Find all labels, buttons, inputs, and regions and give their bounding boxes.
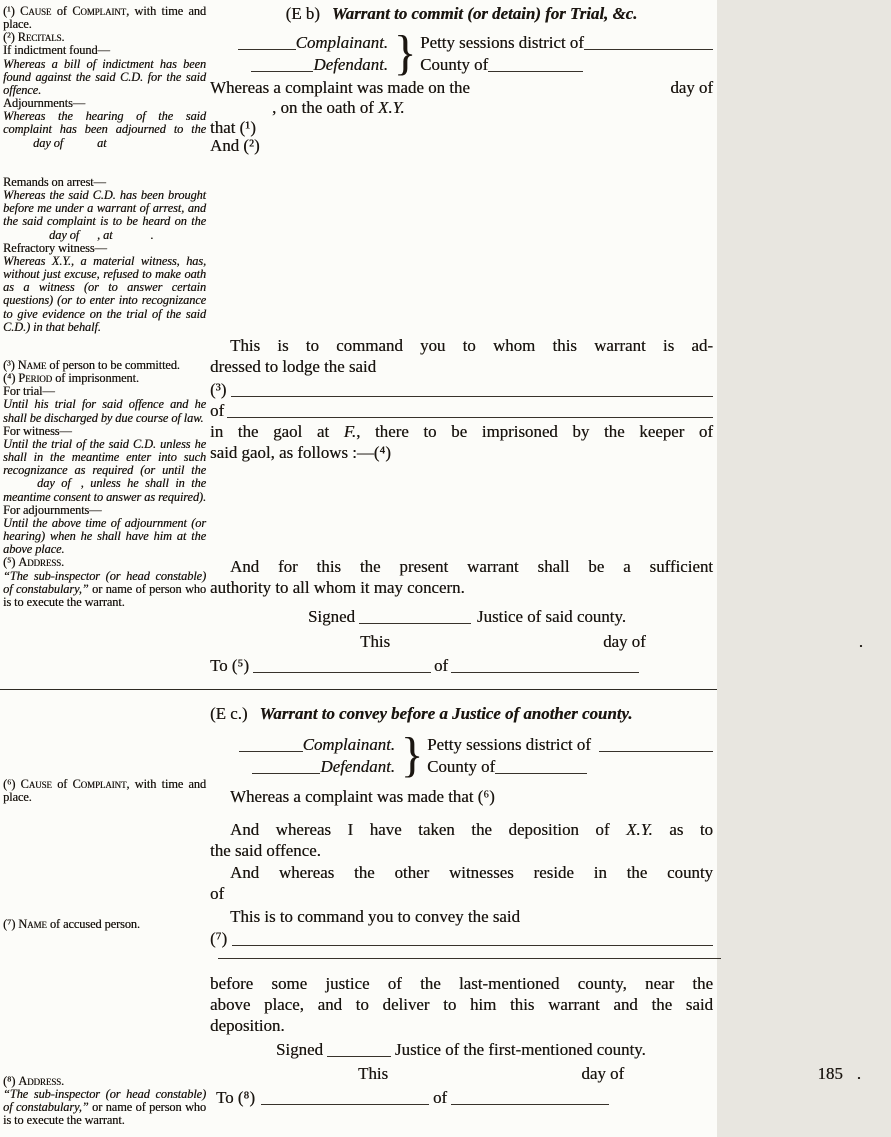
margin-head-indictment: If indictment found— (3, 43, 110, 58)
form-eb-of-field (210, 400, 713, 421)
note-text: of imprisonment. (52, 371, 139, 386)
form-ec-command-line: This is to command you to convey the said (230, 907, 520, 926)
margin-note-1 (3, 5, 206, 31)
addressee-blank (261, 1102, 429, 1105)
form-eb-oath-line (210, 97, 775, 118)
command-line-2: dressed to lodge the said (210, 357, 377, 376)
gaol-text: , there to be imprisoned by the keeper of (356, 422, 713, 441)
form-ec-name-field (210, 928, 713, 949)
petty-sessions-label: Petty sessions district of (420, 33, 584, 52)
margin-block-remands (3, 176, 206, 334)
name-blank (232, 943, 713, 946)
note-text: day of (49, 227, 80, 242)
petty-sessions-line (427, 733, 713, 755)
addressee-place-blank (451, 1102, 609, 1105)
to-label: To (⁸) (216, 1088, 255, 1107)
note-smallcaps: Cause (20, 777, 52, 791)
justice-label: Justice of said county. (476, 607, 626, 626)
form-ec-before-paragraph (210, 973, 713, 1036)
to-of-label: of (432, 1088, 448, 1107)
note-number: (³) (3, 358, 18, 372)
form-ec-signed-line (210, 1039, 779, 1060)
complainant-line (210, 31, 388, 53)
form-eb-to-line (210, 655, 713, 676)
form-eb-signed-line (210, 606, 811, 627)
before-line-3: deposition. (210, 1016, 285, 1035)
complainant-name-blank (238, 47, 296, 50)
sufficient-line-1: And for this the present warrant shall be a sufficient (230, 557, 713, 576)
form-eb-gaol-paragraph (210, 421, 713, 463)
note-text: Until the trial of the said C.D. unless he shall in the meantime enter into such recognizance as required (or until the (3, 436, 206, 478)
form-ec-heading (210, 703, 713, 724)
justice-label: Justice of the first-mentioned county. (394, 1040, 646, 1059)
note-text-italic: “The sub-inspector (or head constable) of constabulary,” (3, 1087, 206, 1115)
note-text: Whereas the hearing of the said complaint has been adjourned to the (3, 109, 206, 137)
form-ec-deposition-paragraph (210, 819, 713, 861)
addressee-place-blank (451, 670, 639, 673)
margin-head-remands: Remands on arrest— (3, 175, 106, 189)
gaol-f: F. (343, 422, 357, 441)
form-ec-party-block (210, 727, 713, 782)
period-mark: . (858, 632, 864, 651)
note-text: or name of person who is to execute the warrant. (3, 1100, 206, 1128)
county-line-1: And whereas the other witnesses reside in the county (230, 863, 713, 882)
deposition-text: as to (652, 820, 713, 839)
margin-note-6 (3, 778, 206, 804)
signed-label: Signed (308, 607, 355, 626)
margin-text-remands (3, 189, 206, 242)
command-line-1: This is to command you to whom this warrant is ad- (230, 336, 713, 355)
petty-sessions-label: Petty sessions district of (427, 735, 591, 754)
oath-xy: X.Y. (378, 98, 405, 117)
day-of-text: day of (670, 78, 713, 97)
defendant-label: Defendant. (313, 55, 388, 74)
margin-note-7 (3, 918, 206, 931)
note-smallcaps: Complaint (72, 4, 127, 18)
ref-7-marker: (⁷) (210, 929, 228, 948)
gaol-text: in the gaol at (210, 422, 344, 441)
note-text: . (61, 1074, 65, 1088)
note-text: of person to be committed. (46, 358, 180, 372)
day-of-label: day of (581, 1064, 625, 1083)
form-eb-whereas-line (210, 77, 729, 98)
form-ec-whereas-line: Whereas a complaint was made that (⁶) (230, 787, 495, 806)
note-smallcaps: Recitals (17, 30, 62, 45)
period-mark: . (856, 1064, 862, 1083)
margin-text-for-witness (3, 438, 206, 504)
defendant-name-blank (252, 771, 320, 774)
note-smallcaps: Name (18, 917, 47, 931)
before-line-2: above place, and to deliver to him this warrant and the said (210, 995, 713, 1014)
note-text: , unless he shall in the meantime consent to answer as required). (3, 476, 207, 504)
note-smallcaps: Period (18, 371, 53, 386)
form-eb-heading (210, 3, 713, 24)
note-smallcaps: Complaint (72, 777, 127, 791)
to-label: To (⁵) (210, 656, 249, 675)
note-text: of accused person. (46, 917, 140, 931)
note-number: (⁸) (3, 1074, 19, 1088)
to-of-label: of (433, 656, 449, 675)
deposition-text: And whereas I have taken the deposition of (230, 820, 627, 839)
note-text: day of (37, 476, 71, 491)
party-names (210, 31, 388, 75)
petty-sessions-blank (584, 47, 713, 50)
form-eb-name-field (210, 379, 713, 400)
sufficient-line-2: authority to all whom it may concern. (210, 578, 465, 597)
district-fields (427, 733, 713, 777)
form-ec-extra-blank-line (210, 956, 721, 962)
form-ec-label: (E c.) (210, 704, 248, 723)
note-smallcaps: Cause (20, 4, 52, 18)
note-text: or name of person who is to execute the warrant. (3, 581, 206, 609)
complainant-label: Complainant. (295, 33, 388, 52)
note-number: (⁴) (3, 371, 19, 386)
form-ec-date-line (210, 1063, 891, 1084)
county-label: County of (420, 55, 489, 74)
defendant-label: Defendant. (320, 757, 395, 776)
margin-head-for-witness: For witness— (3, 423, 72, 438)
gaol-line-1 (210, 421, 713, 442)
day-of-label: day of (603, 632, 646, 651)
party-names (210, 733, 395, 777)
addressee-blank (253, 670, 431, 673)
note-text: , with time and place. (3, 777, 206, 805)
form-eb-and-line: And (²) (210, 136, 260, 155)
note-text: day of (33, 135, 64, 150)
form-eb-title: Warrant to commit (or detain) for Trial, &c. (331, 4, 638, 23)
margin-text-adjournments (3, 110, 206, 149)
note-number: (²) (3, 30, 18, 45)
form-ec-county-paragraph (210, 862, 713, 904)
this-label: This (360, 632, 391, 651)
margin-head-adjournments: Adjournments— (3, 96, 85, 111)
note-smallcaps: Name (17, 358, 47, 372)
margin-head-for-trial: For trial— (3, 384, 55, 399)
complainant-line (210, 733, 395, 755)
note-number: (¹) (3, 4, 21, 18)
note-smallcaps: Address (18, 555, 62, 570)
margin-text-for-adjournments: Until the above time of adjournment (or hearing) when he shall have him at the above place. (3, 515, 206, 557)
before-line-1: before some justice of the last-mentioned county, near the (210, 974, 713, 993)
margin-head-refractory: Refractory witness— (3, 240, 107, 255)
margin-text-executor-2 (3, 1088, 206, 1127)
deposition-line-1 (210, 819, 713, 840)
signed-label: Signed (276, 1040, 323, 1059)
note-number: (⁵) (3, 555, 19, 570)
petty-sessions-blank (599, 749, 713, 752)
note-text: Whereas the said C.D. has been brought before me under a warrant of arrest, and the said complaint is to be heard on the (3, 188, 206, 229)
note-text: of (51, 4, 73, 18)
county-line (420, 53, 713, 75)
ref-3-marker: (³) (210, 380, 227, 399)
district-fields (420, 31, 713, 75)
margin-text-indictment: Whereas a bill of indictment has been found against the said C.D. for the said offence. (3, 56, 206, 97)
margin-block-committal (3, 359, 206, 609)
margin-block-note-8 (3, 1075, 206, 1128)
form-eb-sufficient-paragraph (210, 556, 713, 598)
note-text: , at (97, 227, 113, 242)
signature-blank (327, 1054, 391, 1057)
extra-blank (218, 956, 721, 959)
form-ec-to-line (210, 1087, 719, 1108)
note-number: (⁷) (3, 917, 19, 931)
margin-block-note-6 (3, 778, 206, 804)
name-blank (231, 394, 713, 397)
county-line-2: of (210, 884, 225, 903)
whereas-text: Whereas a complaint was made on the (210, 78, 470, 97)
deposition-line-2: the said offence. (210, 841, 321, 860)
note-text: . (61, 555, 65, 570)
note-text: . (150, 227, 154, 242)
defendant-line (210, 755, 395, 777)
oath-text: , on the oath of (272, 98, 379, 117)
county-blank (495, 771, 587, 774)
form-eb-date-line (210, 631, 873, 652)
brace-glyph: } (394, 25, 417, 80)
form-eb-that-line: that (¹) (210, 118, 256, 137)
note-text: at (97, 135, 107, 150)
deposition-xy: X.Y. (626, 820, 653, 839)
margin-text-for-trial: Until his trial for said offence and he shall be discharged by due course of law. (3, 397, 206, 425)
county-blank (488, 69, 583, 72)
county-line (427, 755, 713, 777)
form-ec-title: Warrant to convey before a Justice of another county. (259, 704, 633, 723)
complainant-name-blank (239, 749, 303, 752)
year-prefix: 185 (817, 1064, 843, 1083)
defendant-name-blank (251, 69, 313, 72)
section-divider (0, 689, 717, 690)
form-eb-command-paragraph (210, 335, 713, 377)
of-label: of (210, 401, 225, 420)
gaol-line-2: said gaol, as follows :—(⁴) (210, 443, 391, 462)
note-text-italic: “The sub-inspector (or head constable) of constabulary,” (3, 568, 206, 596)
note-smallcaps: Address (18, 1074, 62, 1088)
note-text: . (61, 30, 65, 45)
note-text: , with time and place. (3, 4, 206, 32)
defendant-line (210, 53, 388, 75)
form-eb-label: (E b) (285, 4, 320, 23)
margin-block-note-7 (3, 918, 206, 931)
residence-blank (227, 415, 713, 418)
margin-block-top (3, 5, 206, 150)
margin-head-for-adjournments: For adjournments— (3, 502, 102, 517)
brace-glyph: } (401, 727, 424, 782)
complainant-label: Complainant. (302, 735, 395, 754)
petty-sessions-line (420, 31, 713, 53)
form-eb-party-block (210, 25, 713, 80)
note-text: of (51, 777, 73, 791)
county-label: County of (427, 757, 496, 776)
signature-blank (359, 621, 471, 624)
margin-text-refractory: Whereas X.Y., a material witness, has, without just excuse, refused to make oath as a witness (or to answer certain questions) (or to enter into recognizance to give evidence on the trial of the said C.D.) in that behalf. (3, 253, 206, 334)
this-label: This (358, 1064, 389, 1083)
note-number: (⁶) (3, 777, 21, 791)
margin-text-executor (3, 570, 206, 609)
